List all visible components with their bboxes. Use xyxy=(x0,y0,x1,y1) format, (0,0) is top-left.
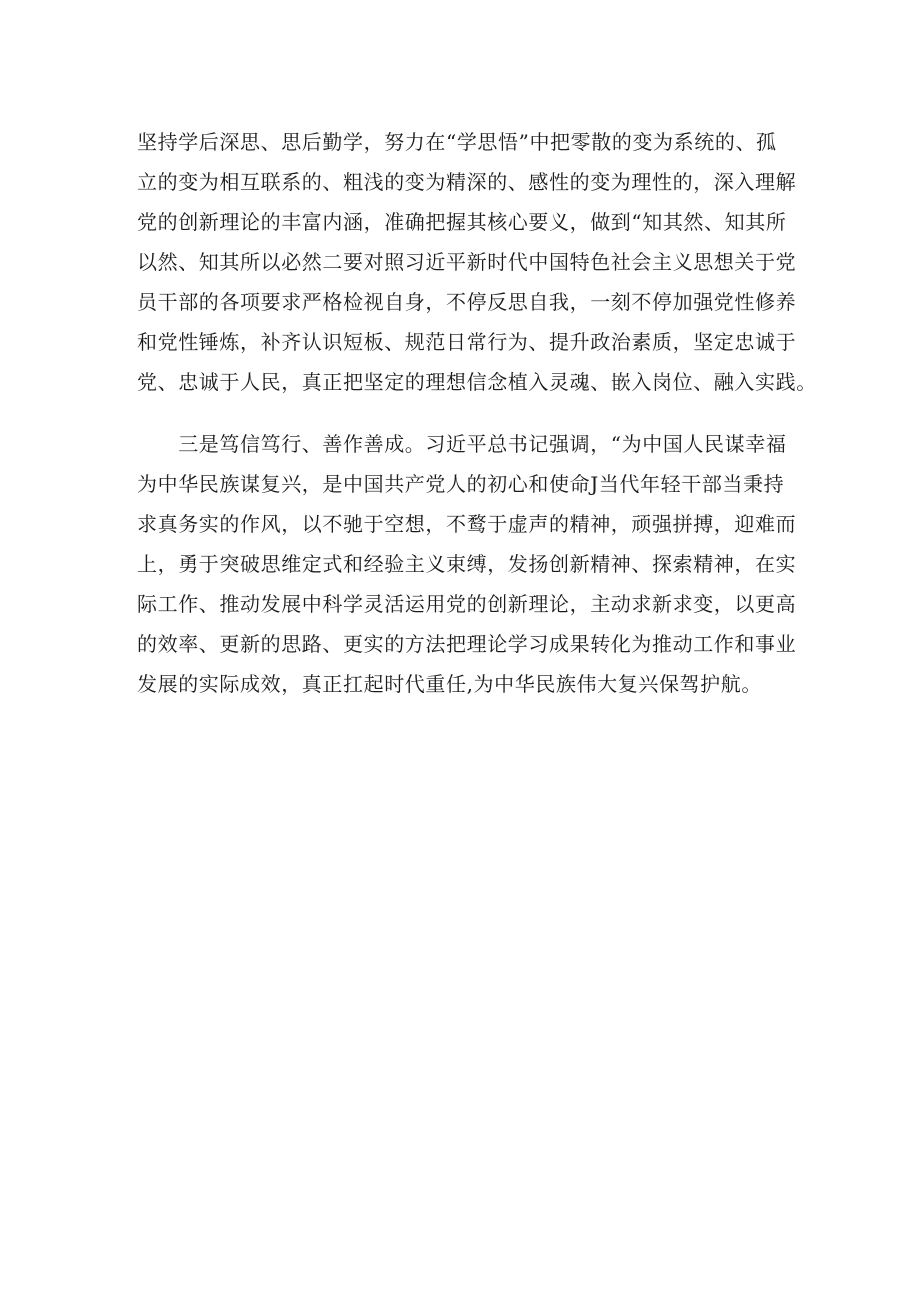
text-line: 以然、知其所以必然二要对照习近平新时代中国特色社会主义思想关于党 xyxy=(137,250,797,274)
text-line: 为中华民族谋复兴，是中国共产党人的初心和使命J当代年轻干部当秉持 xyxy=(137,472,785,496)
text-line: 际工作、推动发展中科学灵活运用党的创新理论，主动求新求变，以更高 xyxy=(137,592,797,616)
text-line: 和党性锤炼，补齐认识短板、规范日常行为、提升政治素质，坚定忠诚于 xyxy=(137,330,797,354)
text-line: 党、忠诚于人民，真正把坚定的理想信念植入灵魂、嵌入岗位、融入实践。 xyxy=(137,370,817,394)
text-line: 发展的实际成效，真正扛起时代重任,为中华民族伟大复兴保驾护航。 xyxy=(137,672,762,696)
document-body xyxy=(137,122,817,704)
text-line: 立的变为相互联系的、粗浅的变为精深的、感性的变为理性的，深入理解 xyxy=(137,170,797,194)
paragraph-2 xyxy=(137,424,797,704)
paragraph-1 xyxy=(137,122,817,402)
text-line: 三是笃信笃行、善作善成。习近平总书记强调，“为中国人民谋幸福 xyxy=(137,432,787,456)
text-line: 的效率、更新的思路、更实的方法把理论学习成果转化为推动工作和事业 xyxy=(137,632,797,656)
text-line: 上，勇于突破思维定式和经验主义束缚，发扬创新精神、探索精神，在实 xyxy=(137,552,797,576)
text-line: 求真务实的作风，以不驰于空想，不鹜于虚声的精神，顽强拼搏，迎难而 xyxy=(137,512,797,536)
text-line: 党的创新理论的丰富内涵，准确把握其核心要义，做到“知其然、知其所 xyxy=(137,210,787,234)
text-line: 坚持学后深思、思后勤学，努力在“学思悟”中把零散的变为系统的、孤 xyxy=(137,130,777,154)
text-line: 员干部的各项要求严格检视自身，不停反思自我，一刻不停加强党性修养 xyxy=(137,290,797,314)
